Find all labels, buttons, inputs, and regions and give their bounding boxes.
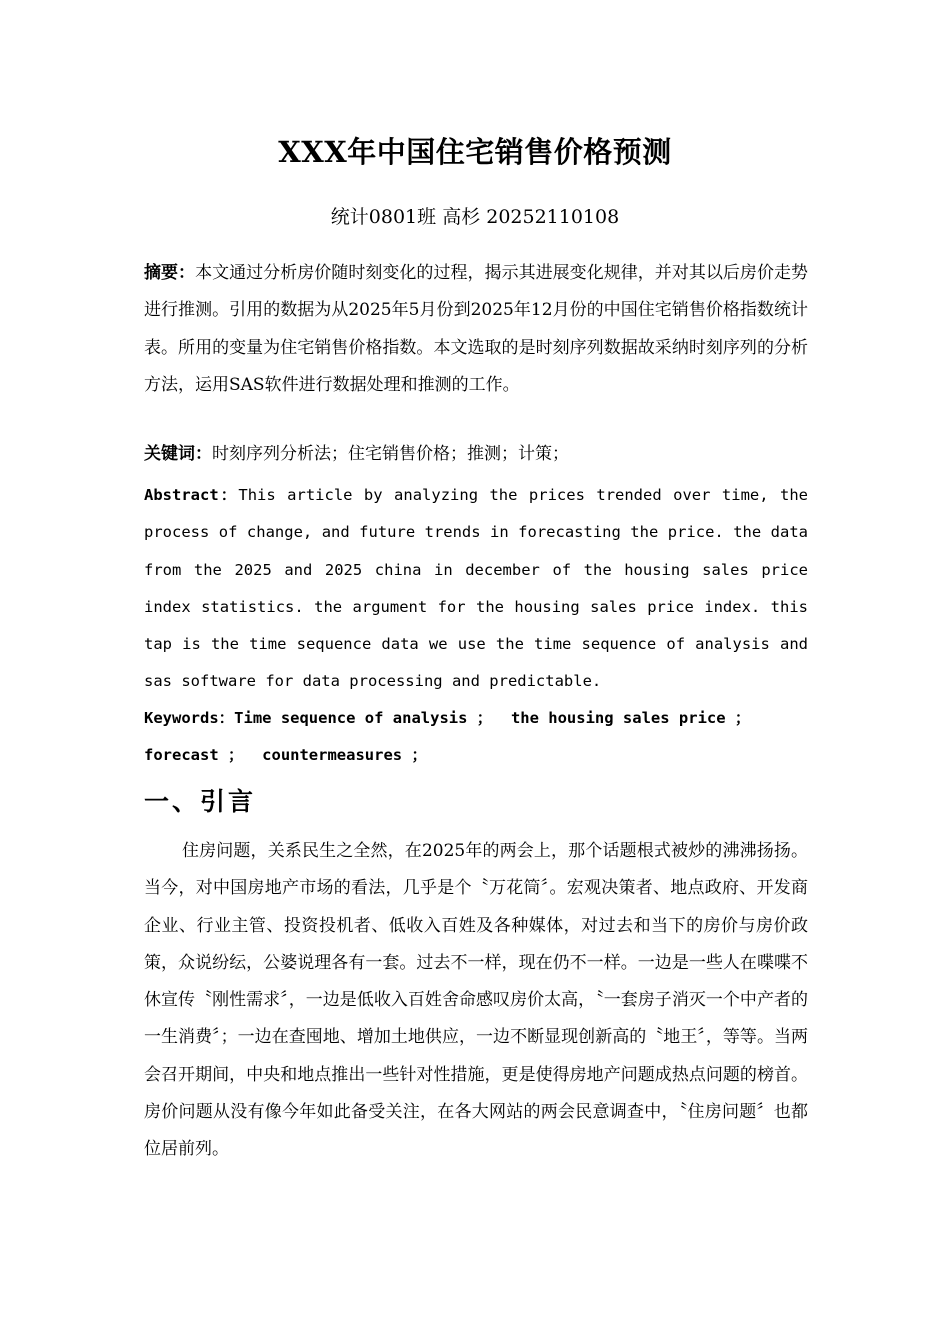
keywords-chinese [144, 441, 808, 467]
section-heading-introduction: 一、引言 [144, 787, 257, 816]
abstract-en-text: This article by analyzing the prices trended over time, the process of change, and future trends in forecasting the price. the data from the 2025 and 2025 china in december of the housing sales price index statistics. the argument for the housing sales price index. this tap is the time sequence data we use the time sequence of analysis and sas software for data processing and predictable. [144, 486, 809, 691]
keywords-label: 关键词： [144, 444, 212, 464]
keywords-en-line-2: forecast ； countermeasures ； [144, 746, 427, 765]
abstract-text: 本文通过分析房价随时刻变化的过程，揭示其进展变化规律，并对其以后房价走势进行推测。引用的数据为从2025年5月份到2025年12月份的中国住宅销售价格指数统计表。所用的变量为住宅销售价格指数。本文选取的是时刻序列数据故采纳时刻序列的分析方法，运用SAS软件进行数据处理和推测的工作。 [144, 263, 809, 395]
abstract-label: 摘要： [144, 263, 196, 283]
abstract-english [144, 477, 808, 701]
abstract-en-label: Abstract： [144, 486, 239, 504]
abstract-chinese [144, 255, 808, 404]
keywords-en-line-1: Keywords：Time sequence of analysis ； the housing sales price ； [144, 709, 751, 727]
introduction-paragraph: 住房问题，关系民生之全然，在2025年的两会上，那个话题根式被炒的沸沸扬扬。当今，对中国房地产市场的看法，几乎是个〝万花筒〞。宏观决策者、地点政府、开发商企业、行业主管、投资投机者、低收入百姓及各种媒体，对过去和当下的房价与房价政策，众说纷纭，公婆说理各有一套。过去不一样，现在仍不一样。一边是一些人在喋喋不休宣传〝刚性需求〞，一边是低收入百姓舍命感叹房价太高，〝一套房子消灭一个中产者的一生消费〞；一边在查囤地、增加土地供应，一边不断显现创新高的〝地王〞，等等。当两会召开期间，中央和地点推出一些针对性措施，更是使得房地产问题成热点问题的榜首。房价问题从没有像今年如此备受关注，在各大网站的两会民意调查中，〝住房问题〞也都位居前列。 [144, 841, 808, 1160]
keywords-english [144, 700, 808, 775]
keywords-text: 时刻序列分析法；住宅销售价格；推测；计策； [212, 444, 569, 464]
author-line: 统计0801班 高杉 20252110108 [330, 206, 620, 228]
document-title: XXX年中国住宅销售价格预测 [278, 135, 672, 169]
